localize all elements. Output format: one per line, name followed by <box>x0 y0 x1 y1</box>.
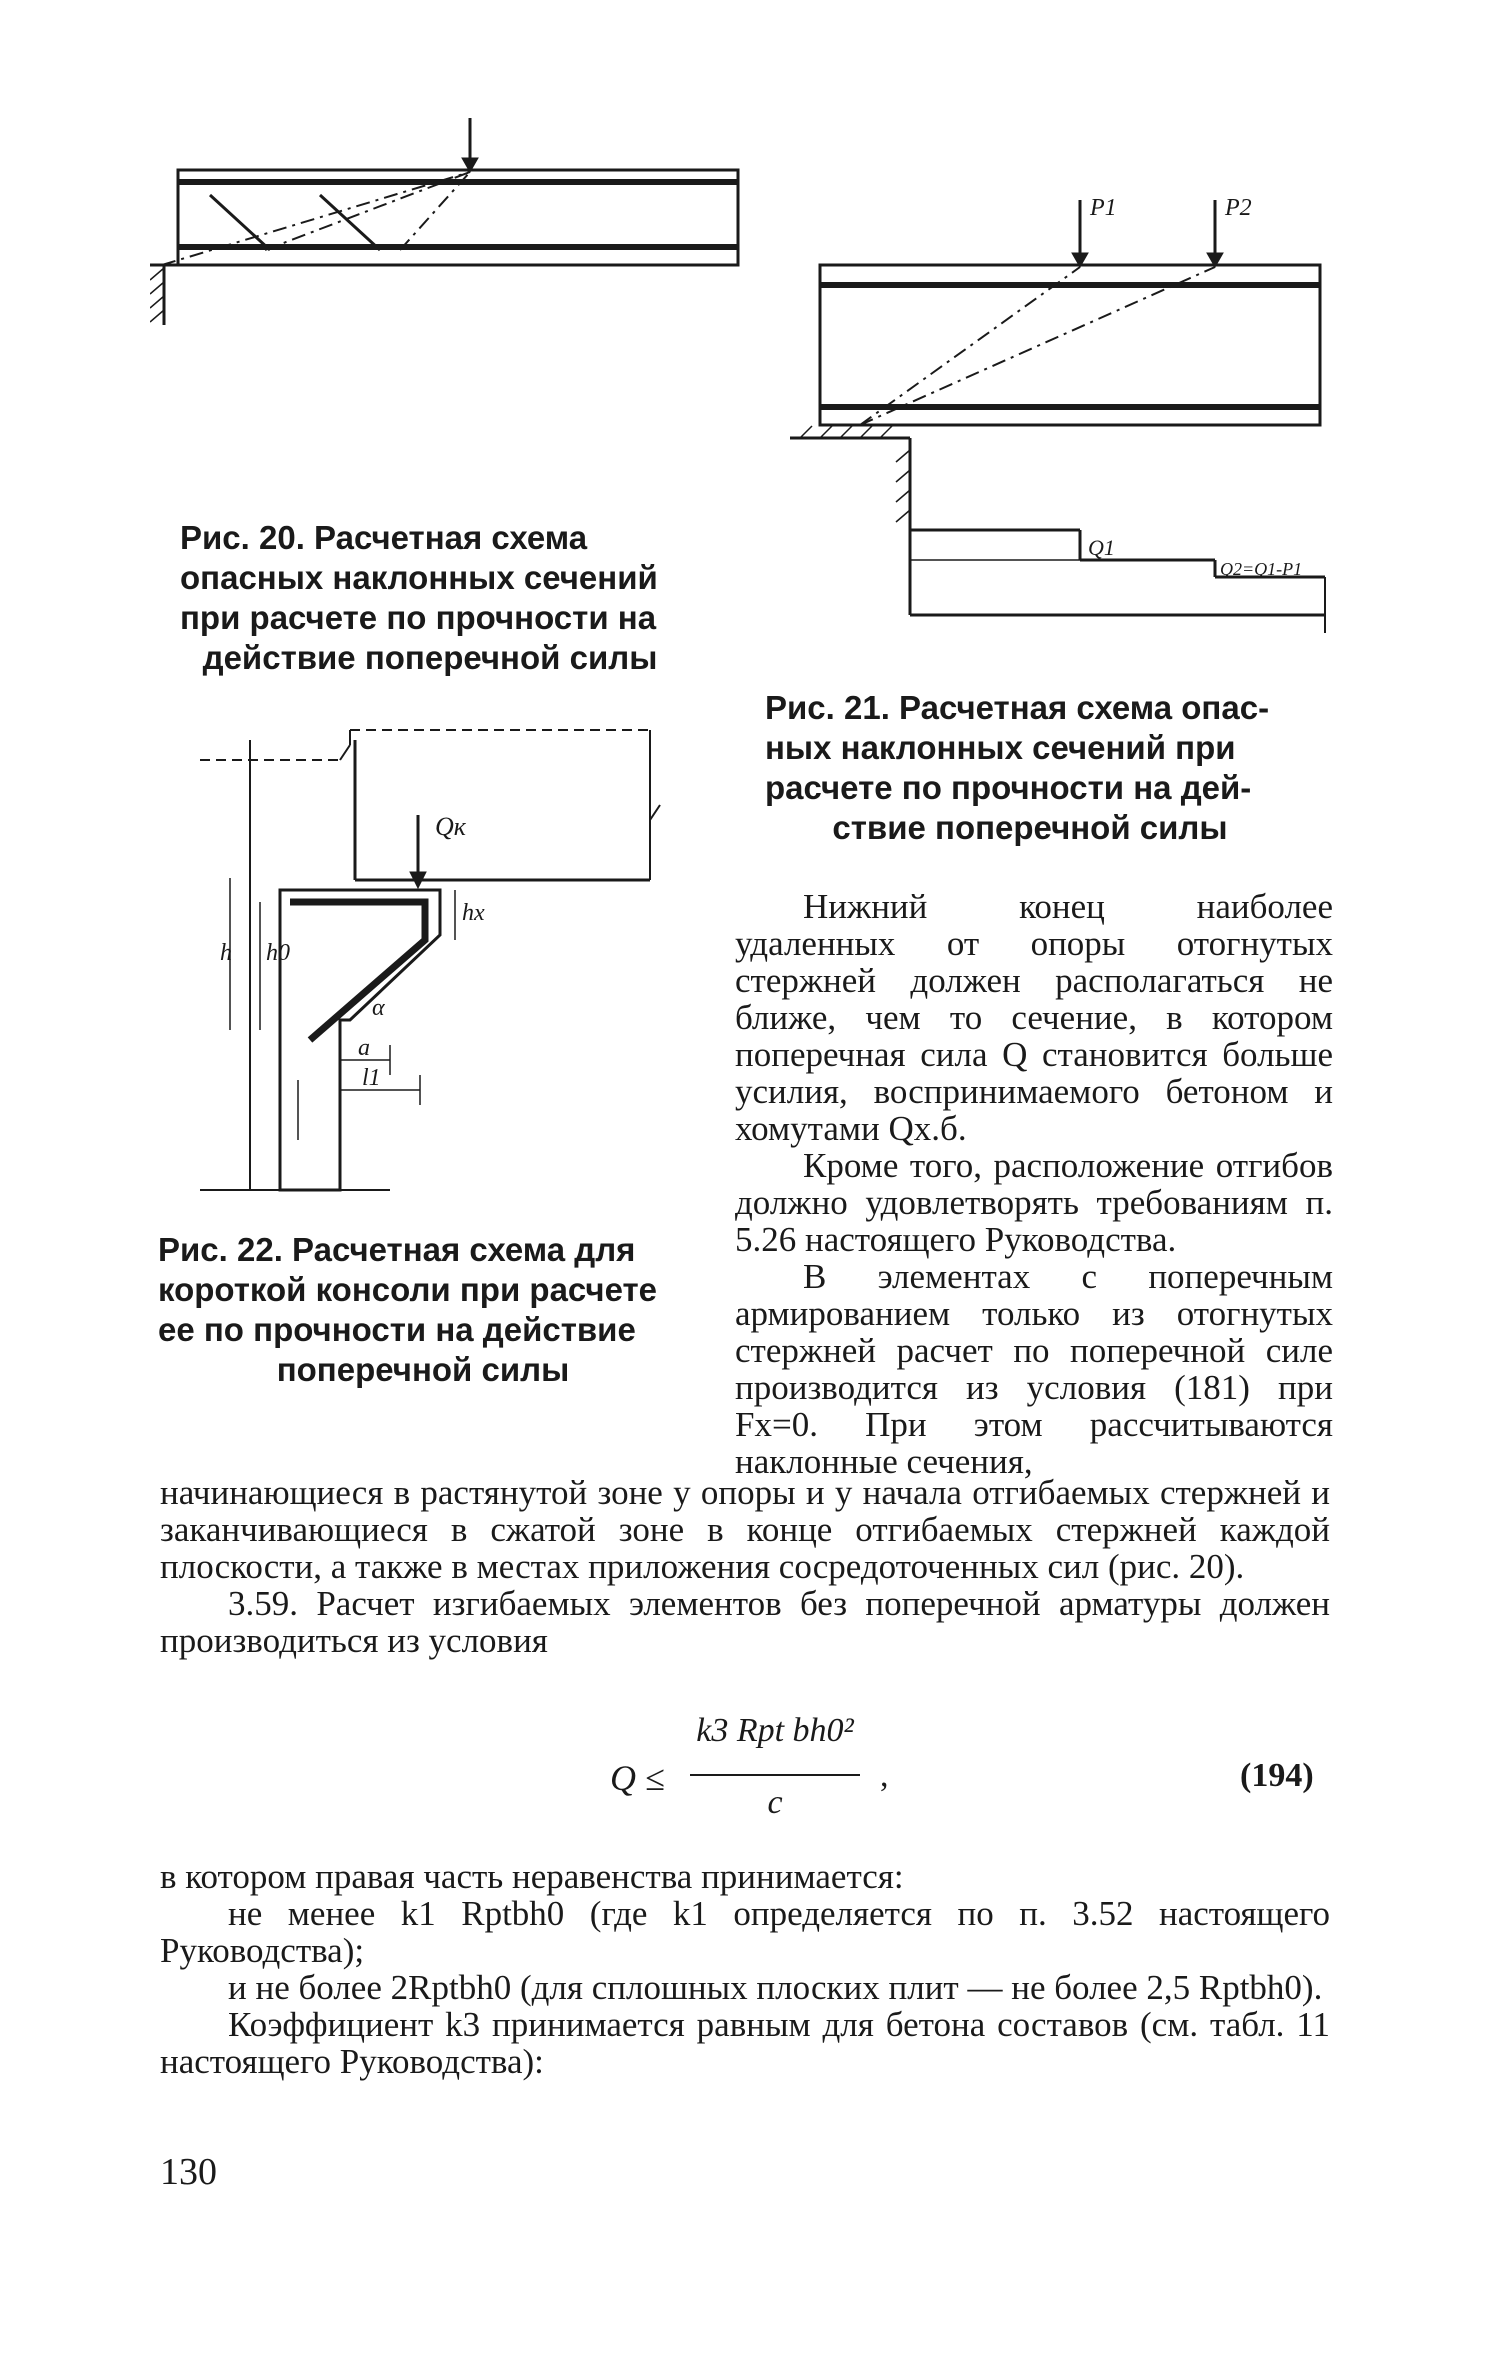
figure-21-diagram <box>790 185 1350 645</box>
formula-194 <box>0 1712 1499 1842</box>
formula-comma: , <box>880 1757 889 1794</box>
paragraph-3-59: 3.59. Расчет изгибаемых элементов без поперечной арматуры должен производиться из условия <box>160 1584 1330 1660</box>
label-alpha: α <box>372 995 385 1021</box>
caption-line: расчете по прочности на дей- <box>765 769 1252 806</box>
paragraph: Нижний конец наиболее удаленных от опоры отогнутых стержней должен располагаться не ближе, чем то сечение, в котором поперечная сила Q становится больше усилия, воспринимаемого бетоном и хомутами Qх.б. <box>735 887 1333 1148</box>
caption-line: опасных наклонных сечений <box>180 559 658 596</box>
body-text-after-formula <box>160 1858 1330 2080</box>
label-l1: l1 <box>362 1065 381 1091</box>
label-h0: h0 <box>266 940 290 966</box>
label-q2: Q2=Q1-P1 <box>1220 559 1303 579</box>
paragraph: Коэффициент k3 принимается равным для бетона составов (см. табл. 11 настоящего Руководства): <box>160 2005 1330 2081</box>
caption-line: Рис. 20. Расчетная схема <box>180 519 588 556</box>
figure-20-caption <box>180 518 680 678</box>
caption-line: ствие поперечной силы <box>832 809 1228 846</box>
caption-line: ее по прочности на действие <box>158 1311 636 1348</box>
caption-line: ных наклонных сечений при <box>765 729 1236 766</box>
figure-20-diagram <box>150 110 750 330</box>
label-p1: P1 <box>1090 195 1117 221</box>
paragraph: Кроме того, расположение отгибов должно удовлетворять требованиям п. 5.26 настоящего Руководства. <box>735 1146 1333 1259</box>
figure-21-caption <box>765 688 1295 848</box>
label-q1: Q1 <box>1088 535 1115 560</box>
label-h: h <box>220 940 232 966</box>
body-text <box>160 1474 1330 1659</box>
caption-line: при расчете по прочности на <box>180 599 657 636</box>
label-hx: hx <box>462 900 485 926</box>
paragraph: и не более 2Rptbh0 (для сплошных плоских плит — не более 2,5 Rptbh0). <box>228 1968 1323 2007</box>
formula-lhs: Q ≤ <box>610 1758 665 1798</box>
right-column-text <box>735 888 1333 1480</box>
label-a: a <box>358 1035 370 1061</box>
paragraph: не менее k1 Rptbh0 (где k1 определяется по п. 3.52 настоящего Руководства); <box>160 1894 1330 1970</box>
paragraph: начинающиеся в растянутой зоне у опоры и у начала отгибаемых стержней и заканчивающиеся в сжатой зоне в конце отгибаемых стержней каждой плоскости, а также в местах приложения сосредоточенных сил (рис. 20). <box>160 1473 1330 1586</box>
fraction-bar <box>690 1774 860 1776</box>
caption-line: действие поперечной силы <box>202 639 658 676</box>
formula-numerator: k3 Rpt bh0² <box>696 1712 854 1749</box>
label-qk: Qк <box>435 812 466 841</box>
caption-line: короткой консоли при расчете <box>158 1271 658 1308</box>
formula-denominator: c <box>767 1784 783 1821</box>
paragraph: в котором правая часть неравенства принимается: <box>160 1857 904 1896</box>
figure-22-caption <box>158 1230 688 1390</box>
label-p2: P2 <box>1225 195 1252 221</box>
page-number: 130 <box>160 2151 217 2193</box>
formula-number: (194) <box>1240 1757 1314 1794</box>
figure-22-diagram <box>190 720 690 1210</box>
paragraph: В элементах с поперечным армированием только из отогнутых стержней расчет по поперечной силе производится из условия (181) при Fх=0. При этом рассчитываются наклонные сечения, <box>735 1257 1333 1481</box>
caption-line: Рис. 21. Расчетная схема опас- <box>765 689 1270 726</box>
caption-line: Рис. 22. Расчетная схема для <box>158 1231 636 1268</box>
caption-line: поперечной силы <box>276 1351 570 1388</box>
